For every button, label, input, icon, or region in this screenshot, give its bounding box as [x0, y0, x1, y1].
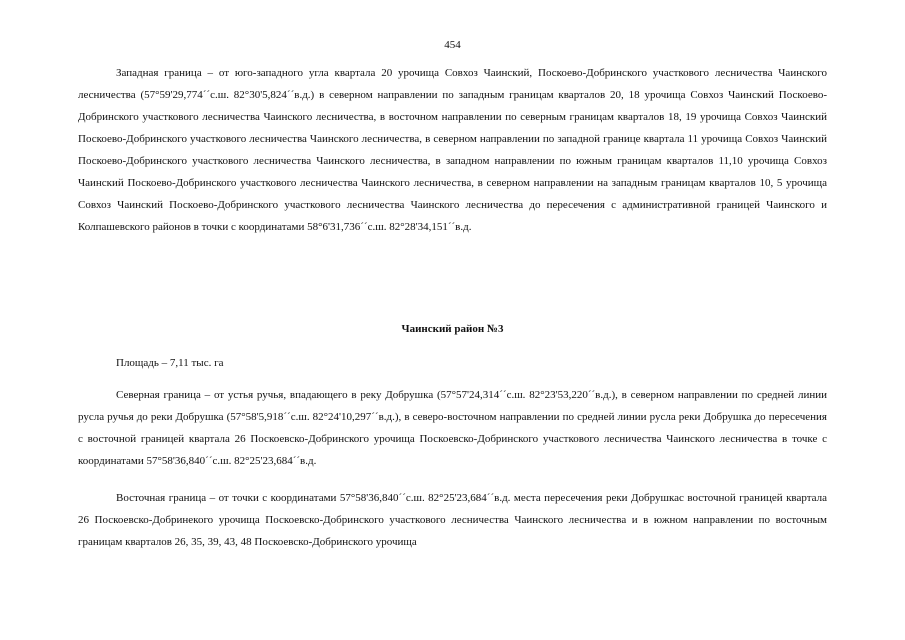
east-boundary-paragraph: Восточная граница – от точки с координатами 57°58'36,840´´с.ш. 82°25'23,684´´в.д. места пересечения реки Добрушкас восточной границей квартала 26 Поскоевско-Добринекого урочища Поскоевско-Добринского участкового лесничества Чаинского лесничества и в южном направлении по восточным границам кварталов 26, 35, 39, 43, 48 Поскоевско-Добринского урочища: [78, 492, 827, 548]
section-heading: Чаинский район №3: [401, 323, 504, 335]
north-boundary-paragraph: Северная граница – от устья ручья, впадающего в реку Добрушка (57°57'24,314´´с.ш. 82°23'53,220´´в.д.), в северном направлении по средней линии русла ручья до реки Добрушка (57°58'5,918´´с.ш. 82°24'10,297´´в.д.), в северо-восточном направлении по средней линии русла реки Добрушка до пересечения с восточной границей квартала 26 Поскоевско-Добринского урочища Поскоевско-Добринского участкового лесничества Чаинского лесничества в точке с координатами 57°58'36,840´´с.ш. 82°25'23,684´´в.д.: [78, 389, 827, 467]
west-boundary-paragraph: Западная граница – от юго-западного угла квартала 20 урочища Совхоз Чаинский, Поскоево-Добринского участкового лесничества Чаинского лесничества (57°59'29,774´´с.ш. 82°30'5,824´´в.д.) в северном направлении по западным границам кварталов 20, 18 урочища Совхоз Чаинский Поскоево-Добринского участкового лесничества Чаинского лесничества, в восточном направлении по северным границам кварталов 18, 19 урочища Совхоз Чаинский Поскоево-Добринского участкового лесничества Чаинского лесничества, в северном направлении по западной границе квартала 11 урочища Совхоз Чаинский Поскоево-Добринского участкового лесничества Чаинского лесничества, в западном направлении по южным границам кварталов 11,10 урочища Совхоз Чаинский Поскоево-Добринского участкового лесничества Чаинского лесничества, в северном направлении на западным границам кварталов 10, 5 урочища Совхоз Чаинский Поскоево-Добринского участкового лесничества Чаинского лесничества до пересечения с административной границей Чаинского и Колпашевского районов в точки с координатами 58°6'31,736´´с.ш. 82°28'34,151´´в.д.: [78, 67, 827, 233]
page-number: 454: [444, 39, 461, 51]
area-line: Площадь – 7,11 тыс. га: [116, 357, 224, 369]
